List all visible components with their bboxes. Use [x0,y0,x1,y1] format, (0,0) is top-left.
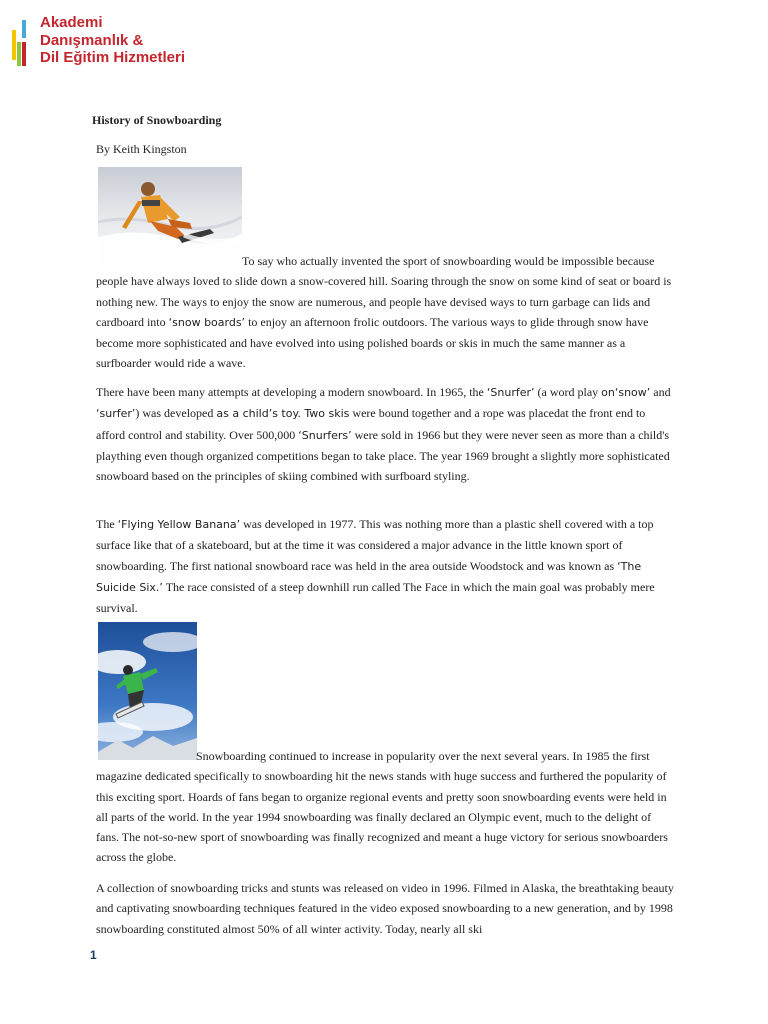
paragraph-3 [96,514,676,618]
paragraph-5 [96,878,676,939]
logo-bar-yellow [12,30,16,60]
snow-term: on‘snow’ [601,386,651,399]
logo-mark [12,20,28,66]
paragraph-2-text-i: were bound together and a rope was placedat the front end to afford control and stability. Over 500,000 [96,406,646,442]
flying-yellow-banana-term: ‘Flying Yellow Banana’ [117,518,241,531]
logo-line-2: Danışmanlık & [40,31,144,49]
paragraph-2-text-a: There have been many attempts at developing a modern snowboard. In 1965, the [96,385,487,399]
document-title: History of Snowboarding [92,113,222,127]
paragraph-4-text: Snowboarding continued to increase in popularity over the next several years. In 1985 the first magazine dedicated specifically to snowboarding hit the news stands with huge success and furthered the popularity of this exciting sport. Hoards of fans began to organize regional events and pretty soon snowboarding events were held in all parts of the world. In the year 1994 snowboarding was finally declared an Olympic event, much to the delight of fans. The not-so-new sport of snowboarding was finally recognized and meant a huge victory for serious snowboarders across the globe. [96,749,668,865]
paragraph-4 [96,746,676,868]
logo-bar-blue [22,20,26,38]
logo-line-1: Akademi [40,14,103,31]
snow-boards-term: ‘snow boards’ [168,315,246,329]
paragraph-2-text-k: were sold in 1966 but they were never seen as more than a child's plaything even though organized competitions began to take place. The year 1969 brought a slightly more sophisticated snowboard based on the principles of skiing combined with surfboard styling. [96,427,670,484]
paragraph-5-text: A collection of snowboarding tricks and stunts was released on video in 1996. Filmed in Alaska, the breathtaking beauty and captivating snowboarding techniques featured in the video exposed snowboarding to a new generation, and by 1998 snowboarding constituted almost 50% of all winter activity. Today, nearly all ski [96,881,674,936]
paragraph-2 [96,382,676,486]
suicide-six-term: ‘The Suicide Six.’ [96,559,642,594]
paragraph-1-text-a: To say who actually invented the sport of snowboarding would be impossible because people have always loved to slide down a snow-covered hill. Soaring through the snow on some kind of seat or board is nothing new. The ways to enjoy the snow are numerous, and people have devised ways to turn garbage can lids and cardboard into [96,254,672,329]
page-number: 1 [90,948,97,962]
logo-line-3: Dil Eğitim Hizmetleri [40,49,186,66]
logo-bar-green [17,42,21,66]
snowboarder-jump-photo [98,622,197,760]
childs-toy-phrase: as a child’s toy. Two skis [216,407,350,421]
logo-bar-red [22,42,26,66]
paragraph-3-text-a: The [96,517,118,531]
paragraph-1-text-c: to enjoy an afternoon frolic outdoors. The various ways to glide through snow have become more sophisticated and have evolved into using polished boards or skis in much the same manner as a surfboarder would ride a wave. [96,314,649,371]
paragraph-2-text-g: ) was developed [135,406,217,421]
paragraph-1 [96,251,676,374]
byline: By Keith Kingston [96,142,187,156]
paragraph-3-text-c: was developed in 1977. This was nothing more than a plastic shell covered with a top surface like that of a skateboard, but at the time it was considered a major advance in the little known sport of snowboarding. The first national snowboard race was held in the area outside Woodstock and was known as [96,517,654,573]
snurfer-term: ‘Snurfer’ [486,386,535,399]
paragraph-3-text-e: The race consisted of a steep downhill run called The Face in which the main goal was probably mere survival. [96,579,655,616]
logo-wordmark [40,14,185,67]
surfer-term: ‘surfer’ [96,407,136,421]
paragraph-2-text-c: (a word play [534,385,602,399]
paragraph-2-text-e: and [650,385,671,399]
company-logo [12,14,212,70]
snowboarder-jump-illustration [98,622,197,760]
snurfers-term: ‘Snurfers’ [298,428,352,442]
